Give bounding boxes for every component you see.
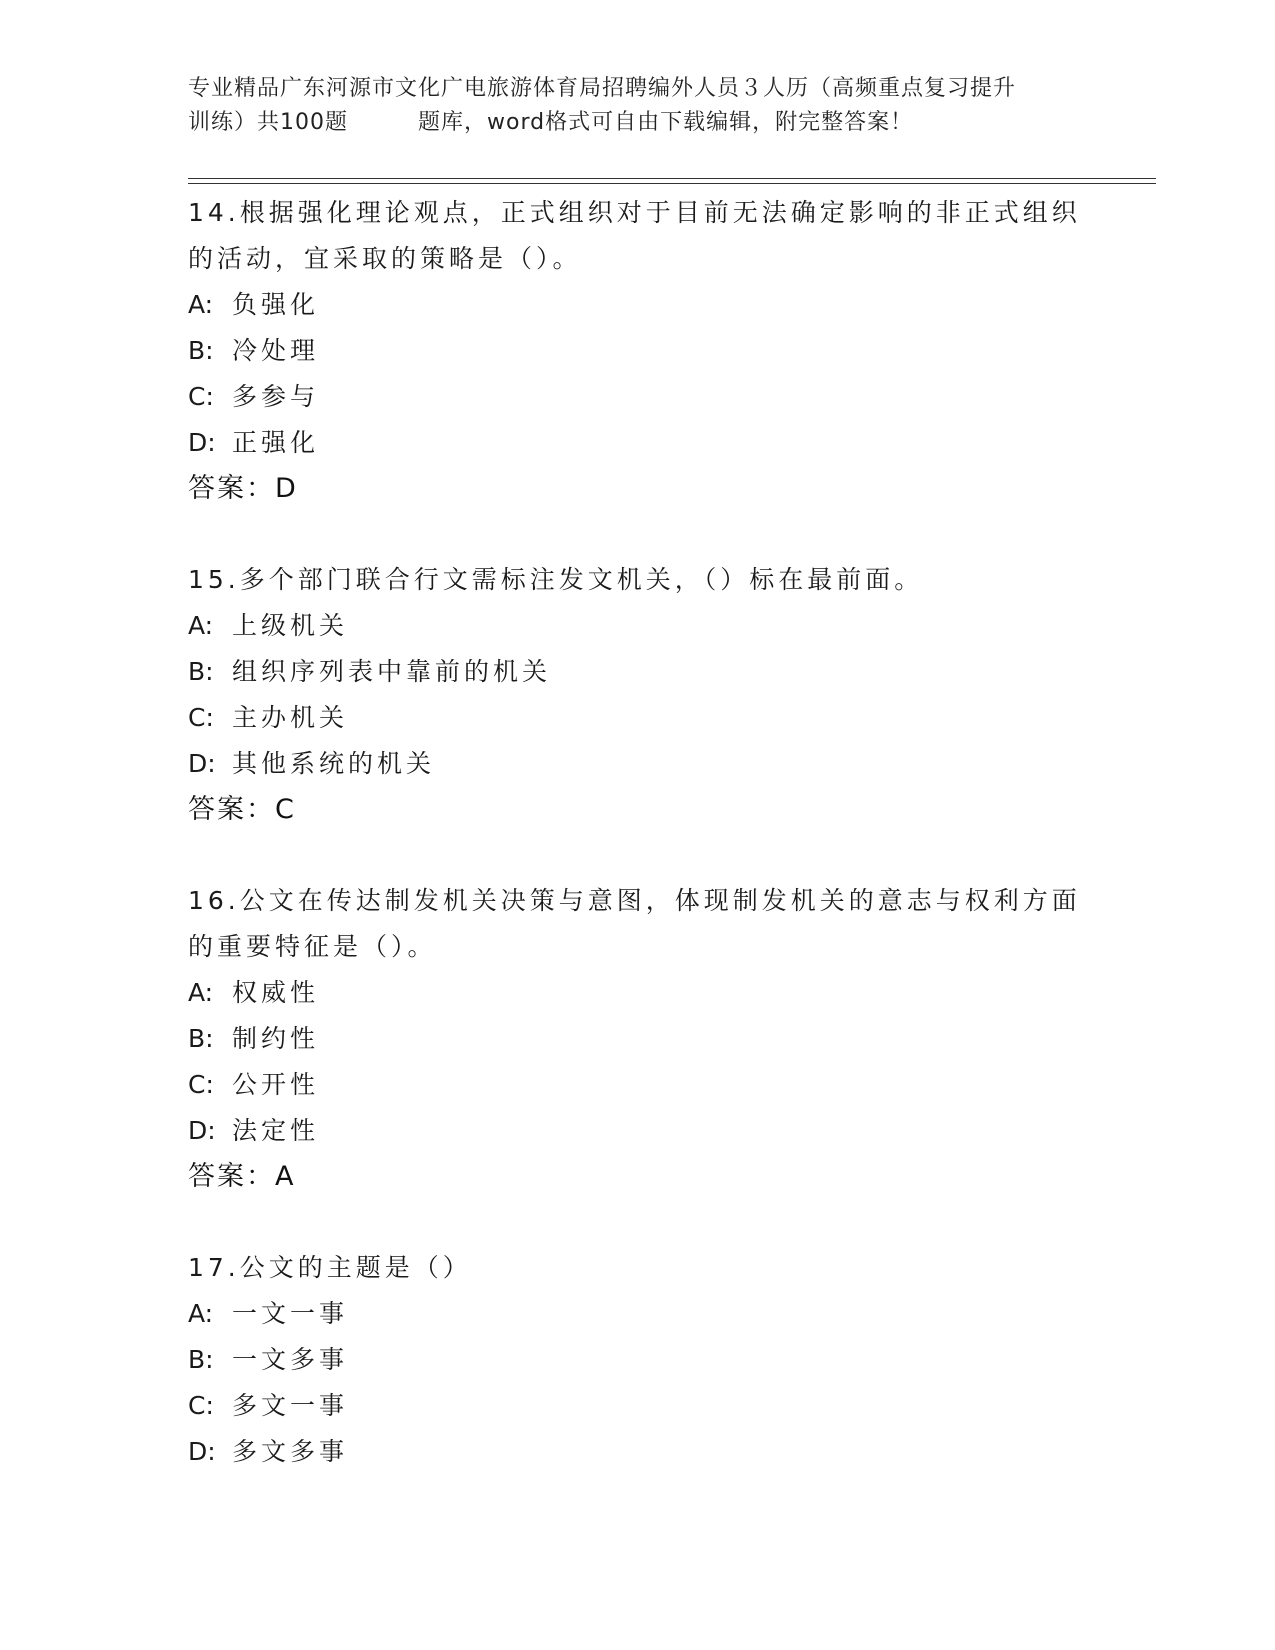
answer-text: 答案：A <box>188 1161 296 1192</box>
option-text: 制约性 <box>232 1024 320 1053</box>
option-b <box>188 1337 1088 1383</box>
option-c <box>188 1383 1088 1429</box>
option-text: 多文多事 <box>232 1437 349 1466</box>
question-17 <box>188 1245 1088 1475</box>
option-text: 组织序列表中靠前的机关 <box>232 657 552 686</box>
option-c <box>188 1062 1088 1108</box>
option-label: C: <box>188 1070 214 1099</box>
option-text: 主办机关 <box>232 703 349 732</box>
question-14 <box>188 190 1088 512</box>
option-a <box>188 970 1088 1016</box>
option-text: 多文一事 <box>232 1391 349 1420</box>
option-text: 一文多事 <box>232 1345 349 1374</box>
option-d <box>188 420 1088 466</box>
option-label: A: <box>188 1299 214 1328</box>
header-title-line1: 专业精品广东河源市文化广电旅游体育局招聘编外人员３人历（高频重点复习提升 <box>188 76 1017 101</box>
header-divider-bottom <box>188 183 1156 184</box>
question-text: 14.根据强化理论观点，正式组织对于目前无法确定影响的非正式组织的活动，宜采取的策略是（）。 <box>188 198 1081 273</box>
option-a <box>188 603 1088 649</box>
option-label: B: <box>188 1345 214 1374</box>
question-16 <box>188 878 1088 1200</box>
question-text: 17.公文的主题是（） <box>188 1253 472 1282</box>
document-header <box>188 72 1088 140</box>
option-label: A: <box>188 978 214 1007</box>
option-text: 法定性 <box>232 1116 320 1145</box>
option-label: D: <box>188 1437 216 1466</box>
answer-text: 答案：D <box>188 473 298 504</box>
option-c <box>188 374 1088 420</box>
option-label: D: <box>188 749 216 778</box>
option-text: 多参与 <box>232 382 320 411</box>
option-label: D: <box>188 1116 216 1145</box>
option-label: D: <box>188 428 216 457</box>
option-b <box>188 328 1088 374</box>
option-text: 权威性 <box>232 978 320 1007</box>
option-text: 冷处理 <box>232 336 320 365</box>
option-c <box>188 695 1088 741</box>
question-text: 16.公文在传达制发机关决策与意图，体现制发机关的意志与权利方面的重要特征是（）。 <box>188 886 1081 961</box>
answer-text: 答案：C <box>188 794 296 825</box>
header-title-line2 <box>188 106 1088 140</box>
option-b <box>188 1016 1088 1062</box>
question-text: 15.多个部门联合行文需标注发文机关，（）标在最前面。 <box>188 565 924 594</box>
option-label: C: <box>188 382 214 411</box>
header-divider-top <box>188 178 1156 179</box>
question-15 <box>188 557 1088 833</box>
option-d <box>188 741 1088 787</box>
option-text: 公开性 <box>232 1070 320 1099</box>
option-label: C: <box>188 703 214 732</box>
option-d <box>188 1429 1088 1475</box>
option-label: B: <box>188 1024 214 1053</box>
option-text: 其他系统的机关 <box>232 749 436 778</box>
option-label: A: <box>188 611 214 640</box>
header-title-line2-part2: 题库，word格式可自由下载编辑，附完整答案！ <box>418 110 914 135</box>
option-label: B: <box>188 336 214 365</box>
option-label: C: <box>188 1391 214 1420</box>
option-text: 一文一事 <box>232 1299 349 1328</box>
option-label: A: <box>188 290 214 319</box>
option-text: 正强化 <box>232 428 320 457</box>
question-list <box>188 190 1088 1520</box>
option-b <box>188 649 1088 695</box>
option-d <box>188 1108 1088 1154</box>
option-text: 负强化 <box>232 290 320 319</box>
header-title-line2-part1: 训练）共100题 <box>188 110 348 135</box>
option-label: B: <box>188 657 214 686</box>
option-a <box>188 282 1088 328</box>
option-text: 上级机关 <box>232 611 349 640</box>
option-a <box>188 1291 1088 1337</box>
